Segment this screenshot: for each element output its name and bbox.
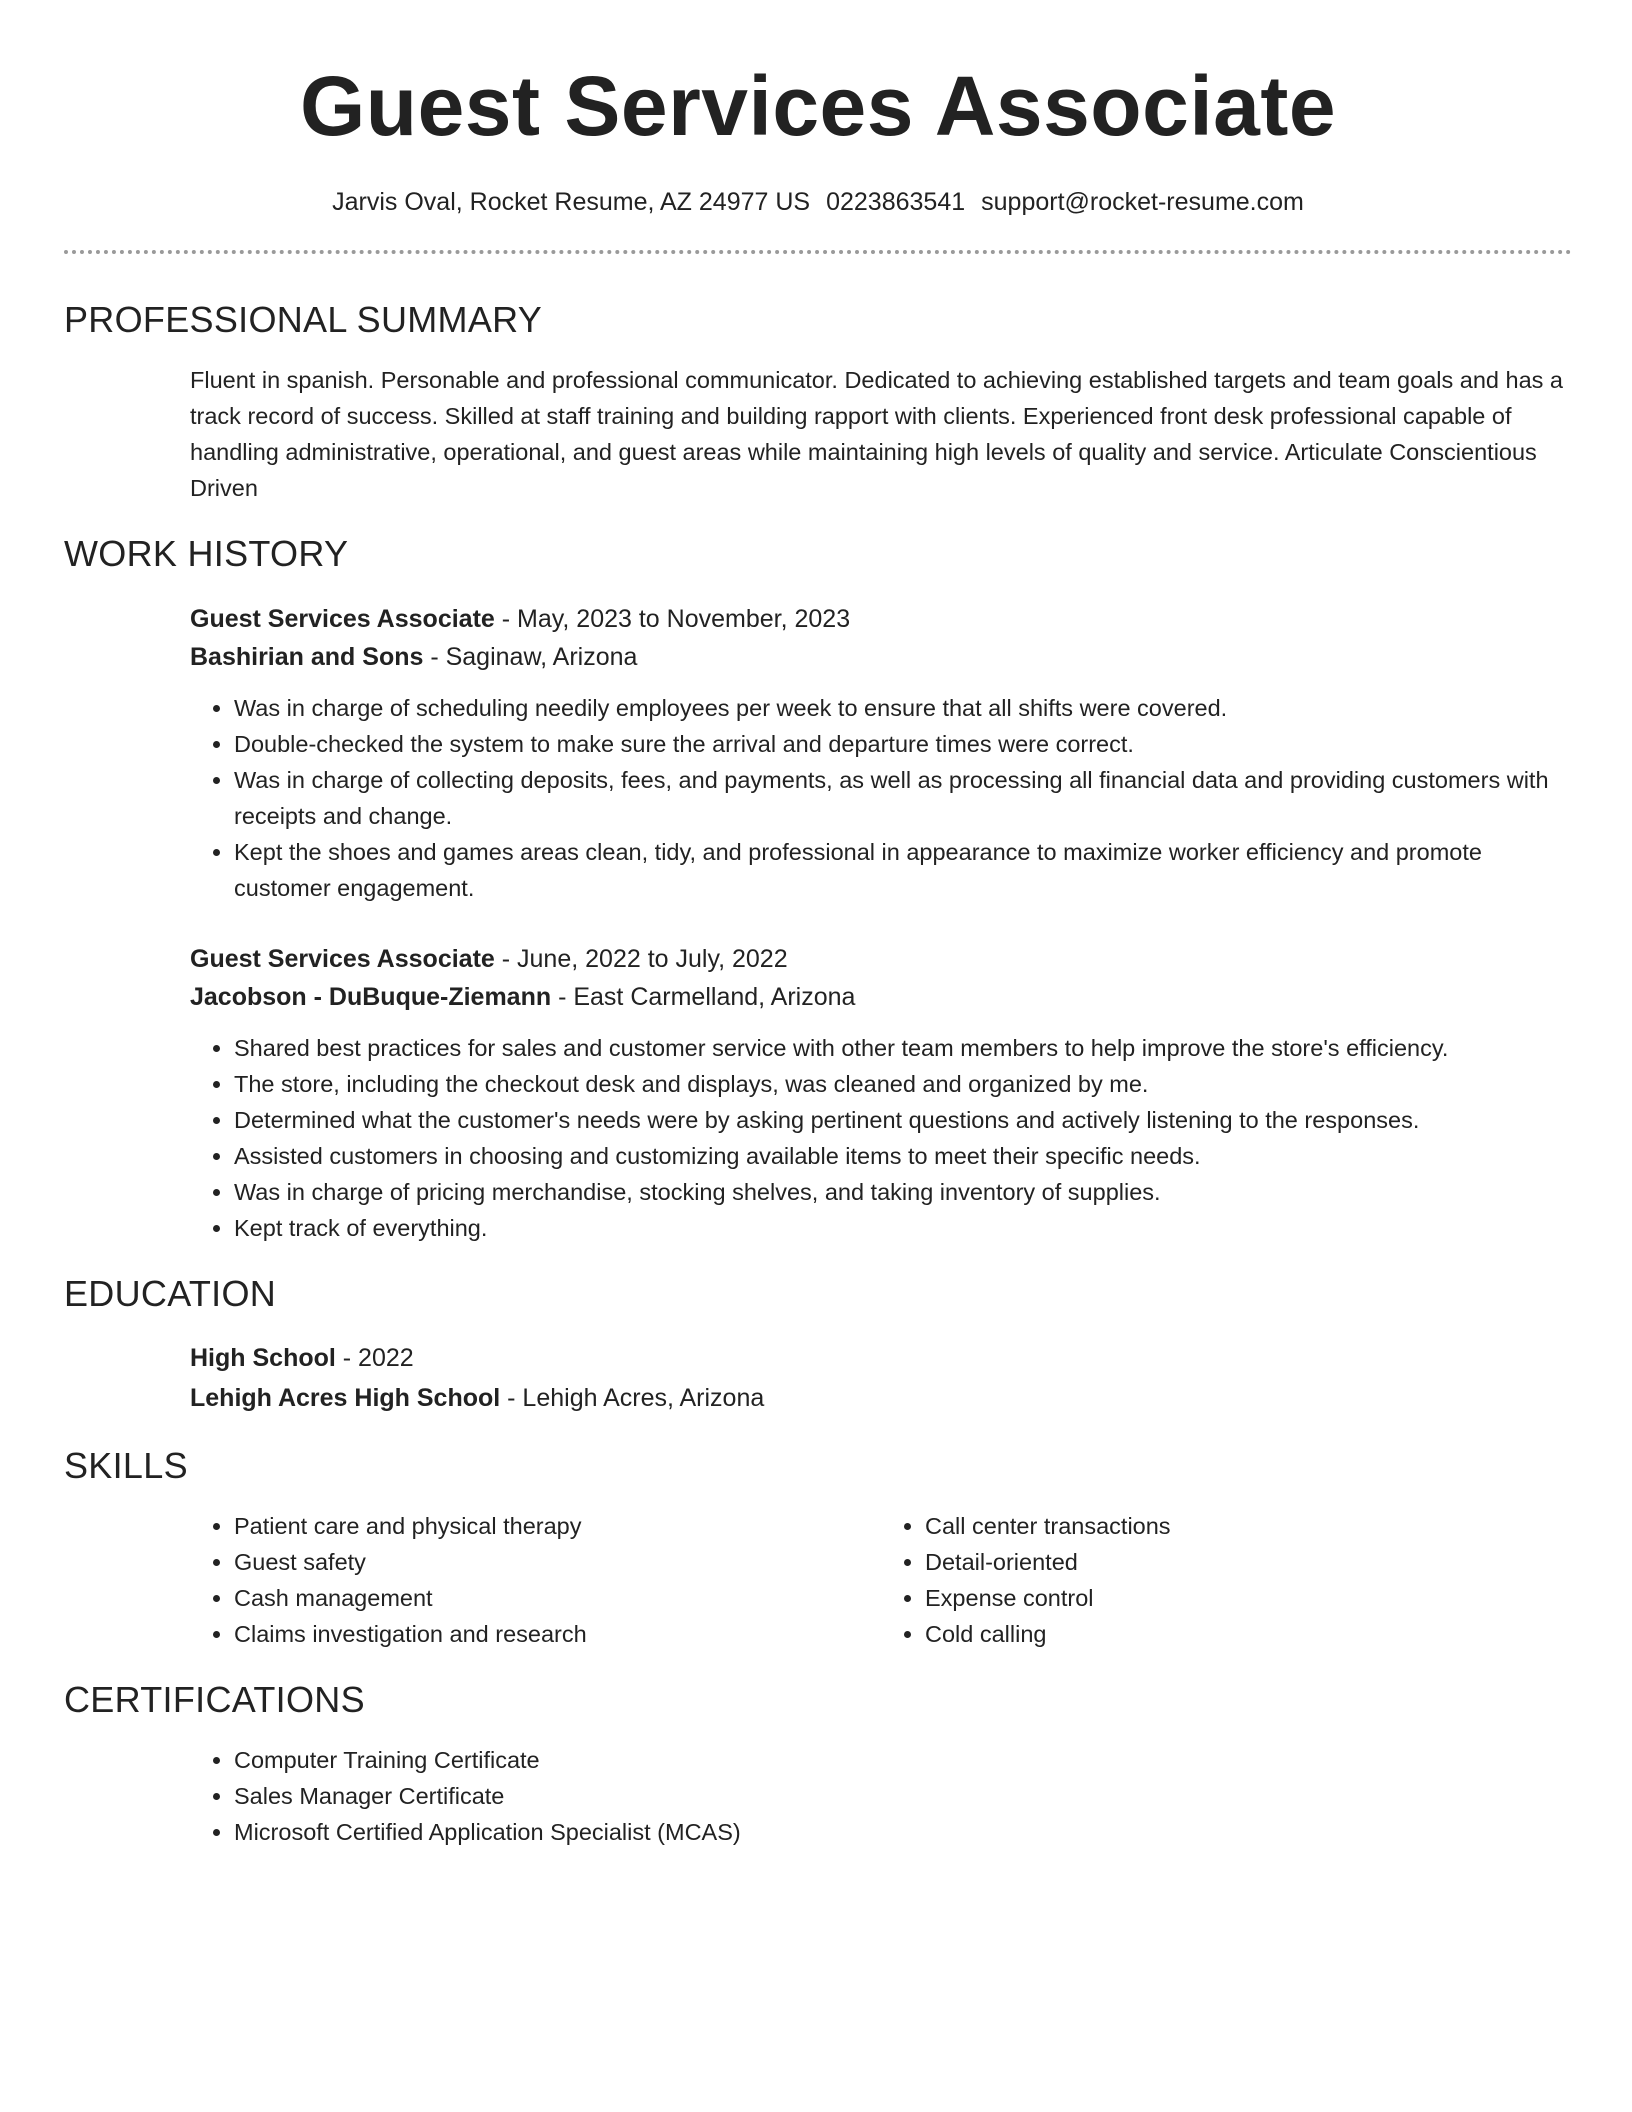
job-title-line [190, 940, 1572, 978]
job-dates: - May, 2023 to November, 2023 [494, 605, 851, 633]
skills-section [190, 1508, 1572, 1652]
job-location: - East Carmelland, Arizona [551, 983, 856, 1011]
header-divider [64, 250, 1572, 254]
list-item: • Determined what the customer's needs were by asking pertinent questions and actively listening to the responses. [234, 1102, 1572, 1138]
job-company: Bashirian and Sons [190, 643, 424, 671]
certifications-section [190, 1742, 1572, 1850]
list-item: • Was in charge of scheduling needily employees per week to ensure that all shifts were covered. [234, 690, 1572, 726]
skill-item: • Cold calling [925, 1616, 1572, 1652]
job-company-line [190, 638, 1572, 676]
skill-item: • Patient care and physical therapy [234, 1508, 881, 1544]
skills-list-left [190, 1508, 881, 1652]
job-entry [190, 600, 1572, 906]
skill-item: • Expense control [925, 1580, 1572, 1616]
job-title-line [190, 600, 1572, 638]
education-school: Lehigh Acres High School [190, 1384, 501, 1412]
certification-item: • Microsoft Certified Application Specialist (MCAS) [234, 1814, 1572, 1850]
education-degree-line [190, 1338, 1572, 1378]
contact-line [64, 186, 1572, 218]
skill-item: • Cash management [234, 1580, 881, 1616]
list-item: • Was in charge of pricing merchandise, stocking shelves, and taking inventory of supplies. [234, 1174, 1572, 1210]
work-history-heading: WORK HISTORY [64, 533, 349, 574]
job-location: - Saginaw, Arizona [423, 643, 638, 671]
list-item: • Assisted customers in choosing and customizing available items to meet their specific needs. [234, 1138, 1572, 1174]
list-item: • The store, including the checkout desk and displays, was cleaned and organized by me. [234, 1066, 1572, 1102]
certification-item: • Sales Manager Certificate [234, 1778, 1572, 1814]
job-company: Jacobson - DuBuque-Ziemann [190, 983, 552, 1011]
education-heading: EDUCATION [64, 1273, 277, 1314]
certifications-list [190, 1742, 1572, 1850]
education-school-line [190, 1378, 1572, 1418]
summary-text: Fluent in spanish. Personable and professional communicator. Dedicated to achieving established targets and team goals and has a track record of success. Skilled at staff training and building rapport with clients. Experienced front desk professional capable of handling administrative, operational, and guest areas while maintaining high levels of quality and service. Articulate Conscientious Driven [190, 367, 1563, 501]
education-entry [190, 1338, 1572, 1418]
education-location: - Lehigh Acres, Arizona [500, 1384, 765, 1412]
resume-title: Guest Services Associate [299, 59, 1337, 153]
skill-item: • Call center transactions [925, 1508, 1572, 1544]
job-duties-list [190, 690, 1572, 906]
contact-phone: 0223863541 [826, 188, 966, 216]
job-duties-list [190, 1030, 1572, 1246]
job-role: Guest Services Associate [190, 605, 495, 633]
education-year: - 2022 [335, 1344, 414, 1372]
job-entry [190, 940, 1572, 1246]
summary-section [190, 362, 1572, 506]
contact-address: Jarvis Oval, Rocket Resume, AZ 24977 US [332, 188, 811, 216]
list-item: • Kept the shoes and games areas clean, tidy, and professional in appearance to maximize worker efficiency and promote customer engagement. [234, 834, 1572, 906]
skill-item: • Detail-oriented [925, 1544, 1572, 1580]
education-degree: High School [190, 1344, 336, 1372]
skills-list-right [881, 1508, 1572, 1652]
skill-item: • Guest safety [234, 1544, 881, 1580]
certification-item: • Computer Training Certificate [234, 1742, 1572, 1778]
skills-heading: SKILLS [64, 1445, 188, 1486]
contact-email: support@rocket-resume.com [981, 188, 1304, 216]
summary-heading: PROFESSIONAL SUMMARY [64, 299, 543, 340]
certifications-heading: CERTIFICATIONS [64, 1679, 365, 1720]
list-item: • Was in charge of collecting deposits, fees, and payments, as well as processing all financial data and providing customers with receipts and change. [234, 762, 1572, 834]
list-item: • Double-checked the system to make sure the arrival and departure times were correct. [234, 726, 1572, 762]
job-role: Guest Services Associate [190, 945, 495, 973]
job-company-line [190, 978, 1572, 1016]
list-item: • Kept track of everything. [234, 1210, 1572, 1246]
skill-item: • Claims investigation and research [234, 1616, 881, 1652]
resume-page [64, 0, 1572, 1850]
job-dates: - June, 2022 to July, 2022 [494, 945, 788, 973]
list-item: • Shared best practices for sales and customer service with other team members to help improve the store's efficiency. [234, 1030, 1572, 1066]
